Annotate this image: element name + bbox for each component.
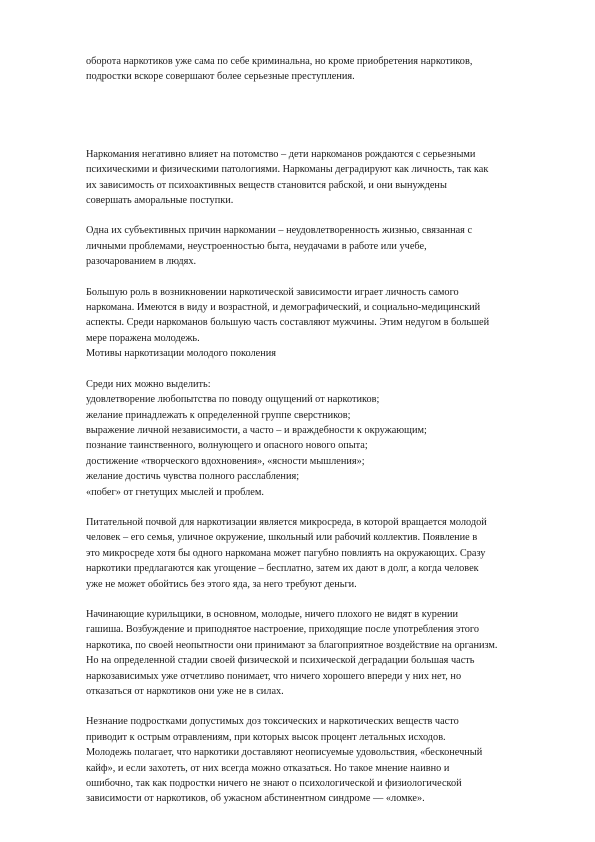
text-line: Но на определенной стадии своей физической и психической деградации большая часть [86,655,475,667]
text-line: удовлетворение любопытства по поводу ощущений от наркотиков; [86,394,380,406]
text-line: человек – его семья, уличное окружение, школьный или рабочий коллектив. Появление в [86,532,478,544]
text-line: оборота наркотиков уже сама по себе криминальна, но кроме приобретения наркотиков, [86,56,473,67]
text-line: «побег» от гнетущих мыслей и проблем. [86,486,264,498]
text-line: ошибочно, так как подростки ничего не знают о психологической и физиологической [86,778,462,790]
text-line: приводит к острым отравлениям, при которых высок процент летальных исходов. [86,731,446,743]
text-line: наркотика, по своей неопытности они принимают за благоприятное воздействие на организм. [86,639,498,651]
text-line: наркомана. Имеются в виду и возрастной, и демографический, и социально-медицинский [86,302,481,314]
paragraph-4 [86,285,548,362]
text-line: зависимости от наркотиков, об ужасном абстинентном синдроме — «ломке». [86,793,425,805]
text-line: познание таинственного, волнующего и опасного нового опыта; [86,440,368,452]
text-line: их зависимость от психоактивных веществ становится рабской, и они вынуждены [86,179,447,191]
text-line: личными проблемами, неустроенностью быта, неудачами в работе или учебе, [86,240,427,252]
text-line: Одна их субъективных причин наркомании – неудовлетворенность жизнью, связанная с [86,225,473,237]
text-line: аспекты. Среди наркоманов большую часть составляют мужчины. Этим недугом в большей [86,317,490,329]
text-line: Мотивы наркотизации молодого поколения [86,348,276,360]
paragraph-5-list [86,377,548,500]
text-line: Большую роль в возникновении наркотической зависимости играет личность самого [86,286,459,298]
paragraph-7 [86,607,548,699]
text-line: мере поражена молодежь. [86,332,200,344]
paragraph-spacer [86,116,548,147]
paragraph-spacer [86,270,548,285]
text-line: отказаться от наркотиков они уже не в силах. [86,686,284,697]
text-line: кайф», и если захотеть, от них всегда можно отказаться. Но такое мнение наивно и [86,762,450,774]
text-line: психическими и физическими патологиями. Наркоманы деградируют как личность, так как [86,164,489,176]
text-line: совершать аморальные поступки. [86,195,234,207]
paragraph-8 [86,714,548,806]
paragraph-spacer [86,699,548,714]
text-line: желание принадлежать к определенной группе сверстников; [86,409,351,421]
text-line: Начинающие курильщики, в основном, молодые, ничего плохого не видят в курении [86,608,459,620]
paragraph-spacer [86,208,548,223]
text-line: уже не может обойтись без этого яда, за него требуют деньги. [86,578,357,590]
text-line: желание достичь чувства полного расслабления; [86,471,300,483]
paragraph-1 [86,54,548,85]
text-line: Незнание подростками допустимых доз токсических и наркотических веществ часто [86,716,459,728]
paragraph-spacer [86,592,548,607]
text-line: выражение личной независимости, а часто – и враждебности к окружающим; [86,424,427,436]
paragraph-6 [86,515,548,592]
paragraph-spacer [86,500,548,515]
text-line: подростки вскоре совершают более серьезные преступления. [86,71,355,83]
text-line: наркотики предлагаются как угощение – бесплатно, затем их дают в долг, а когда человек [86,563,479,575]
paragraph-3 [86,223,548,269]
text-line: Молодежь полагает, что наркотики доставляют неописуемые удовольствия, «бесконечный [86,747,483,759]
text-line: разочарованием в людях. [86,256,197,268]
document-page [86,54,548,807]
paragraph-spacer [86,85,548,116]
text-line: Питательной почвой для наркотизации является микросреда, в которой вращается молодой [86,516,487,528]
paragraph-2 [86,147,548,209]
text-line: это микросреде хотя бы одного наркомана может пагубно повлиять на окружающих. Сразу [86,547,486,559]
text-line: Среди них можно выделить: [86,378,211,390]
text-line: гашиша. Возбуждение и приподнятое настроение, приходящие после употребления этого [86,624,479,636]
text-line: достижение «творческого вдохновения», «ясности мышления»; [86,455,365,467]
text-line: Наркомания негативно влияет на потомство – дети наркоманов рождаются с серьезными [86,148,476,160]
paragraph-spacer [86,362,548,377]
text-line: наркозависимых уже отчетливо понимает, что ничего хорошего впереди у них нет, но [86,670,462,682]
